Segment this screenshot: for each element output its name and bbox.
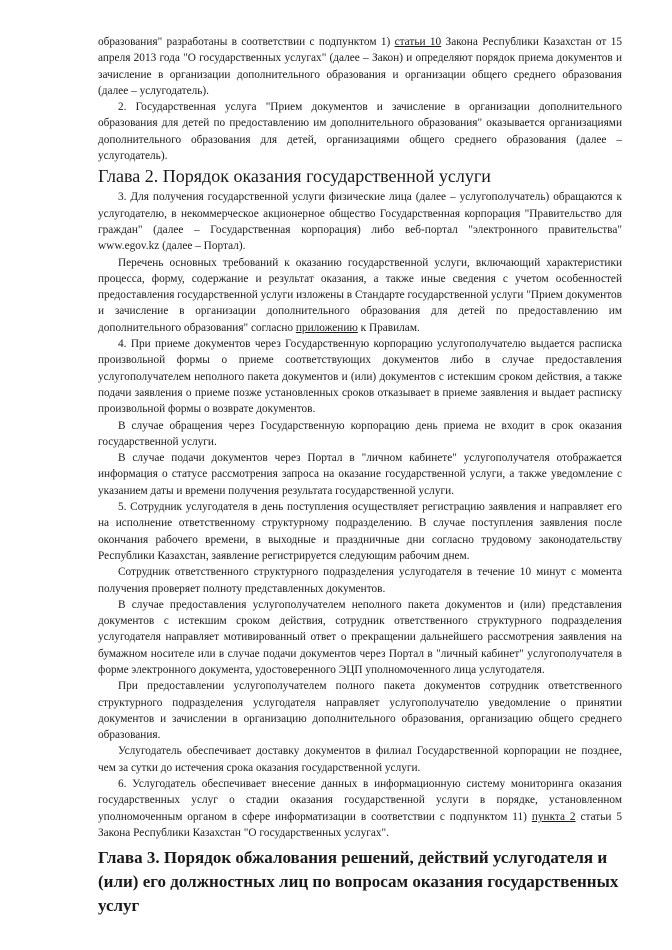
paragraph-document-delivery: Услугодатель обеспечивает доставку документов в филиал Государственной корпорации не позднее, чем за сутки до истечения срока оказания государственной услуги. <box>98 745 622 774</box>
paragraph-complete-package: При предоставлении услугополучателем полного пакета документов сотрудник ответственного структурного подразделения услугодателя направляет услугополучателю уведомление о принятии документов и зачислении в организацию дополнительного образования, организацию общего среднего образования. <box>98 680 622 742</box>
law-article-10-link[interactable]: статьи 10 <box>394 36 442 48</box>
paragraph-2: 2. Государственная услуга "Прием документов и зачисление в организации дополнительного образования для детей по предоставлению им дополнительного образования" оказывается организациями дополнительного образования для детей, организациями общего среднего образования (далее – услугодатель). <box>98 101 622 163</box>
paragraph-text: образования" разработаны в соответствии с подпунктом 1) <box>98 36 395 48</box>
paragraph-portal-status: В случае подачи документов через Портал в "личном кабинете" услугополучателя отображается информация о статусе рассмотрения запроса на оказание государственной услуги, а также уведомление с указанием даты и времени получения результата государственной услуги. <box>98 452 622 497</box>
paragraph-text: Перечень основных требований к оказанию государственной услуги, включающий характеристики процесса, форму, содержание и результат оказания, а также иные сведения с учетом особенностей предоставления государственной услуги изложены в Стандарте государственной услуги "Прием документов и зачисление в организации дополнительного образования для детей по предоставлению им дополнительного образования" согласно <box>98 256 622 334</box>
law-point-2-link[interactable]: пункта 2 <box>531 810 576 823</box>
paragraph-6 <box>98 776 622 841</box>
paragraph-text: статьи 5 Закона Республики Казахстан "О государственных услугах". <box>98 810 622 839</box>
paragraph-text: Закона Республики Казахстан от 15 апреля 2013 года "О государственных услугах" (далее – Закон) и определяют порядок приема документов и зачисление в организации дополнительного образования и организации общего среднего образования (далее – услугодатель). <box>98 36 623 97</box>
paragraph-1-continuation <box>98 34 622 99</box>
paragraph-corporation-receipt: В случае обращения через Государственную корпорацию день приема не входит в срок оказания государственной услуги. <box>98 419 622 448</box>
paragraph-incomplete-package: В случае предоставления услугополучателем неполного пакета документов и (или) представления документов с истекшим сроком действия, сотрудник ответственного структурного подразделения услугодателя направляет мотивированный ответ о прекращении дальнейшего рассмотрения заявления на бумажном носителе или в случае подачи документов через Портал в "личный кабинет" услугополучателя в форме электронного документа, удостоверенного ЭЦП уполномоченного лица услугодателя. <box>98 598 622 676</box>
chapter-2-heading: Глава 2. Порядок оказания государственной услуги <box>98 166 491 187</box>
paragraph-text: 6. Услугодатель обеспечивает внесение данных в информационную систему мониторинга оказания государственных услуг о стадии оказания государственной услуги в порядке, установленном уполномоченным органом в сфере информатизации в соответствии с подпунктом 11) <box>98 778 622 823</box>
chapter-3-heading: Глава 3. Порядок обжалования решений, действий услугодателя и (или) его должностных лиц по вопросам оказания государственных услуг <box>98 848 619 916</box>
paragraph-text: к Правилам. <box>357 321 420 334</box>
paragraph-4: 4. При приеме документов через Государственную корпорацию услугополучателю выдается расписка произвольной формы о приеме соответствующих документов либо в случае предоставления услугополучателем неполного пакета документов и (или) документов с истекшим сроком действия, а также подачи заявления о приеме позже установленных сроков отказывает в приеме заявления и выдает расписку произвольной формы о возврате документов. <box>98 338 622 416</box>
paragraph-requirements <box>98 255 622 336</box>
paragraph-completeness-check: Сотрудник ответственного структурного подразделения услугодателя в течение 10 минут с момента получения проверяет полноту представленных документов. <box>98 566 622 595</box>
paragraph-5: 5. Сотрудник услугодателя в день поступления осуществляет регистрацию заявления и направляет его на исполнение ответственному структурному подразделению. В случае поступления заявления после окончания рабочего времени, в выходные и праздничные дни согласно трудовому законодательству Республики Казахстан, заявление регистрируется следующим рабочим днем. <box>98 501 622 562</box>
appendix-link[interactable]: приложению <box>295 321 358 334</box>
paragraph-3: 3. Для получения государственной услуги физические лица (далее – услугополучатель) обращаются к услугодателю, в некоммерческое акционерное общество Государственная корпорация "Правительство для граждан" (далее – Государственная корпорация) либо веб-портал "электронного правительства" www.egov.kz (далее – Портал). <box>98 191 622 253</box>
